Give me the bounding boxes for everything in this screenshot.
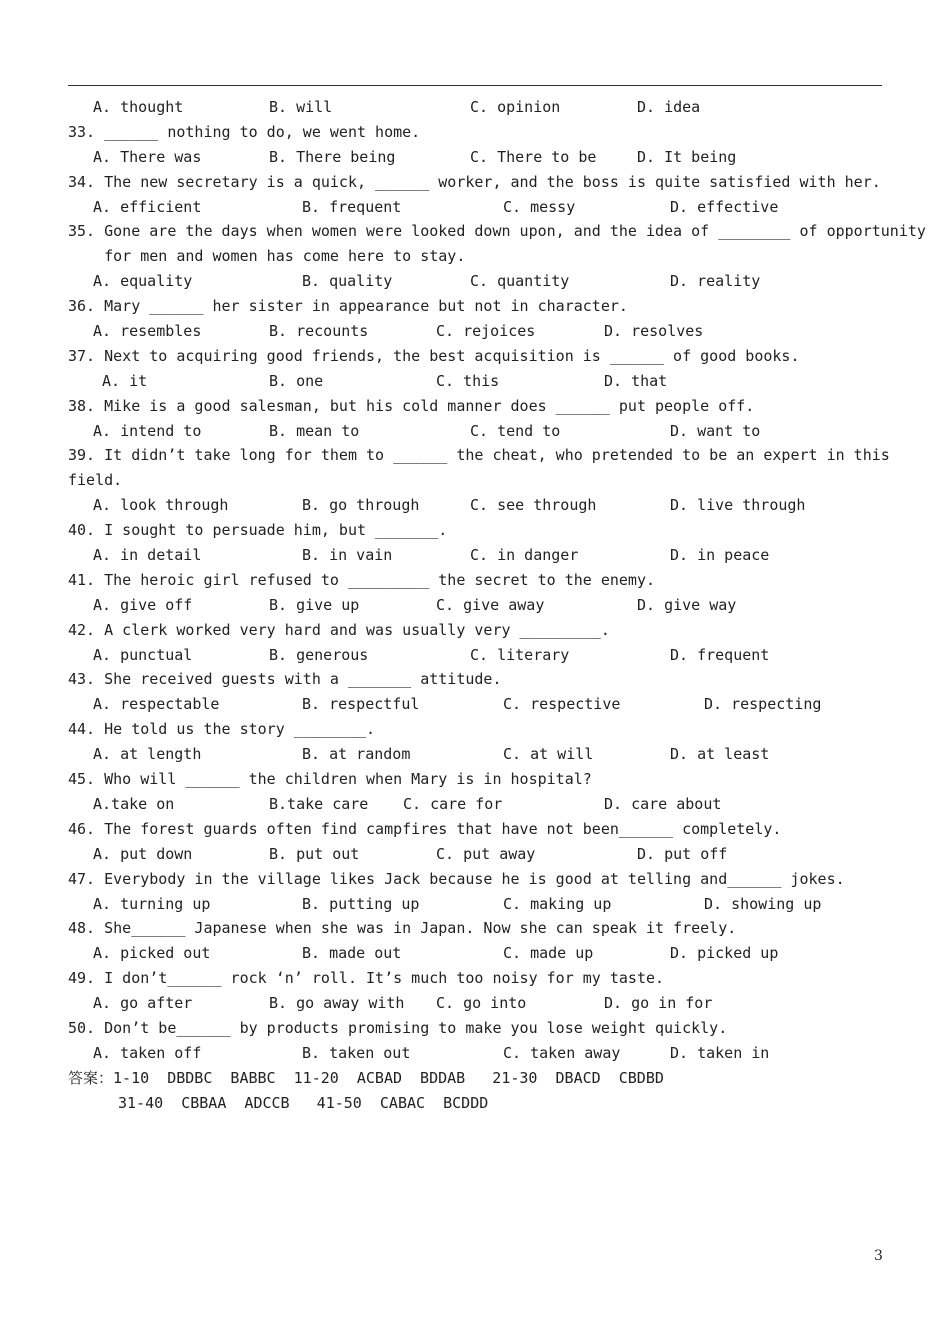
question-stem: 43. She received guests with a _______ attitude. <box>68 670 502 689</box>
option-a: A. thought <box>93 98 184 116</box>
question-stem: 50. Don’t be______ by products promising to make you lose weight quickly. <box>68 1018 728 1037</box>
question-stem: 37. Next to acquiring good friends, the best acquisition is ______ of good books. <box>68 346 800 365</box>
option-d: D. showing up <box>704 894 822 913</box>
option-c: C. in danger <box>470 546 579 565</box>
question-stem: 48. She______ Japanese when she was in Japan. Now she can speak it freely. <box>68 919 737 938</box>
option-a: A. punctual <box>93 645 193 664</box>
question-stem: 38. Mike is a good salesman, but his cold manner does ______ put people off. <box>68 396 755 415</box>
question-q49 <box>68 966 882 1016</box>
answer-key-line-2: 31-40 CBBAA ADCCB 41-50 CABAC BCDDD <box>118 1093 489 1112</box>
option-b: B. putting up <box>302 894 420 913</box>
option-row <box>68 842 882 867</box>
option-row <box>68 195 882 220</box>
option-c: C. respective <box>503 695 621 714</box>
option-c: C. put away <box>436 844 536 863</box>
question-q48 <box>68 916 882 966</box>
question-q32 <box>68 95 882 120</box>
option-d: D. put off <box>637 844 728 863</box>
option-row <box>68 145 882 170</box>
option-b: B. respectful <box>302 695 420 714</box>
option-row <box>68 892 882 917</box>
option-a: A. There was <box>93 147 202 166</box>
option-c: C. messy <box>503 197 576 216</box>
option-a: A. turning up <box>93 894 211 913</box>
question-q36 <box>68 294 882 344</box>
option-b: B. frequent <box>302 197 402 216</box>
question-q35 <box>68 219 926 294</box>
question-stem: 42. A clerk worked very hard and was usually very _________. <box>68 620 610 639</box>
option-b: B. generous <box>269 645 369 664</box>
option-a: A. put down <box>93 844 193 863</box>
option-a: A. give off <box>93 595 193 614</box>
option-b: B. at random <box>302 745 411 764</box>
question-stem: 45. Who will ______ the children when Mary is in hospital? <box>68 770 592 789</box>
question-q34 <box>68 170 882 220</box>
option-b: B. one <box>269 371 324 390</box>
question-stem: 46. The forest guards often find campfires that have not been______ completely. <box>68 819 782 838</box>
option-d: D. go in for <box>604 994 713 1013</box>
option-d: D. in peace <box>670 546 770 565</box>
option-d: D. It being <box>637 147 737 166</box>
option-d: D. picked up <box>670 944 779 963</box>
question-stem: 36. Mary ______ her sister in appearance but not in character. <box>68 297 628 316</box>
question-q40 <box>68 518 882 568</box>
option-d: D. effective <box>670 197 779 216</box>
option-b: B. in vain <box>302 546 393 565</box>
header-rule <box>68 85 882 86</box>
option-b: B. made out <box>302 944 402 963</box>
option-a: A. efficient <box>93 197 202 216</box>
option-d: D. care about <box>604 794 722 813</box>
option-c: C. give away <box>436 595 545 614</box>
answer-key-line-1 <box>68 1066 882 1091</box>
option-row <box>68 692 882 717</box>
option-d: D. taken in <box>670 1043 770 1062</box>
option-c: C. making up <box>503 894 612 913</box>
option-d: D. that <box>604 371 668 390</box>
option-row <box>68 643 882 668</box>
option-c: C. rejoices <box>436 322 536 341</box>
option-row <box>68 941 882 966</box>
question-stem: 40. I sought to persuade him, but _______. <box>68 521 448 540</box>
option-a: A. it <box>102 371 148 390</box>
question-stem: 33. ______ nothing to do, we went home. <box>68 122 421 141</box>
option-d: D. reality <box>670 272 761 291</box>
question-q33 <box>68 120 882 170</box>
question-stem: 41. The heroic girl refused to _________ the secret to the enemy. <box>68 570 655 589</box>
option-c: C. care for <box>403 794 503 813</box>
option-b: B. give up <box>269 595 360 614</box>
option-c: C. quantity <box>470 272 570 291</box>
question-q39 <box>68 443 890 518</box>
option-row <box>68 369 882 394</box>
option-row <box>68 95 882 120</box>
option-a: A. resembles <box>93 322 202 341</box>
option-b: B. mean to <box>269 421 360 440</box>
option-d: D. idea <box>637 98 701 116</box>
option-b: B. put out <box>269 844 360 863</box>
question-q38 <box>68 394 882 444</box>
page-number: 3 <box>874 1248 883 1264</box>
option-row <box>68 792 882 817</box>
option-b: B. go away with <box>269 994 405 1013</box>
option-row <box>68 269 882 294</box>
question-stem: 47. Everybody in the village likes Jack because he is good at telling and______ jokes. <box>68 869 845 888</box>
question-q41 <box>68 568 882 618</box>
option-d: D. respecting <box>704 695 822 714</box>
question-q42 <box>68 618 882 668</box>
option-c: C. There to be <box>470 147 597 166</box>
question-stem: 44. He told us the story ________. <box>68 720 376 739</box>
option-a: A. at length <box>93 745 202 764</box>
option-d: D. frequent <box>670 645 770 664</box>
option-b: B. go through <box>302 496 420 515</box>
question-list <box>68 95 926 1116</box>
option-c: C. see through <box>470 496 597 515</box>
option-b: B.take care <box>269 794 369 813</box>
option-a: A. go after <box>93 994 193 1013</box>
option-b: B. will <box>269 98 333 116</box>
option-row <box>68 319 882 344</box>
option-d: D. at least <box>670 745 770 764</box>
option-d: D. want to <box>670 421 761 440</box>
option-b: B. quality <box>302 272 393 291</box>
option-row <box>68 991 882 1016</box>
option-b: B. recounts <box>269 322 369 341</box>
answer-key-label: 答案： <box>68 1068 114 1087</box>
option-a: A.take on <box>93 794 175 813</box>
option-a: A. in detail <box>93 546 202 565</box>
option-a: A. look through <box>93 496 229 515</box>
question-stem: 35. Gone are the days when women were looked down upon, and the idea of ________ of opportunity <box>68 222 926 241</box>
question-stem: 49. I don’t______ rock ‘n’ roll. It’s much too noisy for my taste. <box>68 969 665 988</box>
option-a: A. picked out <box>93 944 211 963</box>
option-c: C. tend to <box>470 421 561 440</box>
option-c: C. go into <box>436 994 527 1013</box>
option-c: C. opinion <box>470 98 561 116</box>
question-q45 <box>68 767 882 817</box>
option-c: C. literary <box>470 645 570 664</box>
question-stem: 34. The new secretary is a quick, ______ worker, and the boss is quite satisfied with her. <box>68 172 881 191</box>
option-row <box>68 419 882 444</box>
option-row <box>68 742 882 767</box>
option-row <box>68 543 882 568</box>
option-a: A. equality <box>93 272 193 291</box>
question-stem: field. <box>68 471 123 490</box>
answer-key-text: 1-10 DBDBC BABBC 11-20 ACBAD BDDAB 21-30 DBACD CBDBD <box>113 1068 664 1087</box>
option-a: A. taken off <box>93 1043 202 1062</box>
question-q43 <box>68 667 882 717</box>
question-q46 <box>68 817 882 867</box>
question-stem: for men and women has come here to stay. <box>68 247 466 266</box>
option-row <box>68 593 882 618</box>
question-q37 <box>68 344 882 394</box>
option-a: A. intend to <box>93 421 202 440</box>
option-row <box>68 1041 882 1066</box>
option-c: C. at will <box>503 745 594 764</box>
option-row <box>68 493 882 518</box>
option-a: A. respectable <box>93 695 220 714</box>
question-q50 <box>68 1016 882 1066</box>
option-c: C. made up <box>503 944 594 963</box>
option-d: D. live through <box>670 496 806 515</box>
option-c: C. taken away <box>503 1043 621 1062</box>
option-b: B. taken out <box>302 1043 411 1062</box>
option-d: D. resolves <box>604 322 704 341</box>
option-b: B. There being <box>269 147 396 166</box>
question-q47 <box>68 867 882 917</box>
option-c: C. this <box>436 371 500 390</box>
question-q44 <box>68 717 882 767</box>
option-d: D. give way <box>637 595 737 614</box>
question-stem: 39. It didn’t take long for them to ______ the cheat, who pretended to be an expert in this <box>68 446 890 465</box>
